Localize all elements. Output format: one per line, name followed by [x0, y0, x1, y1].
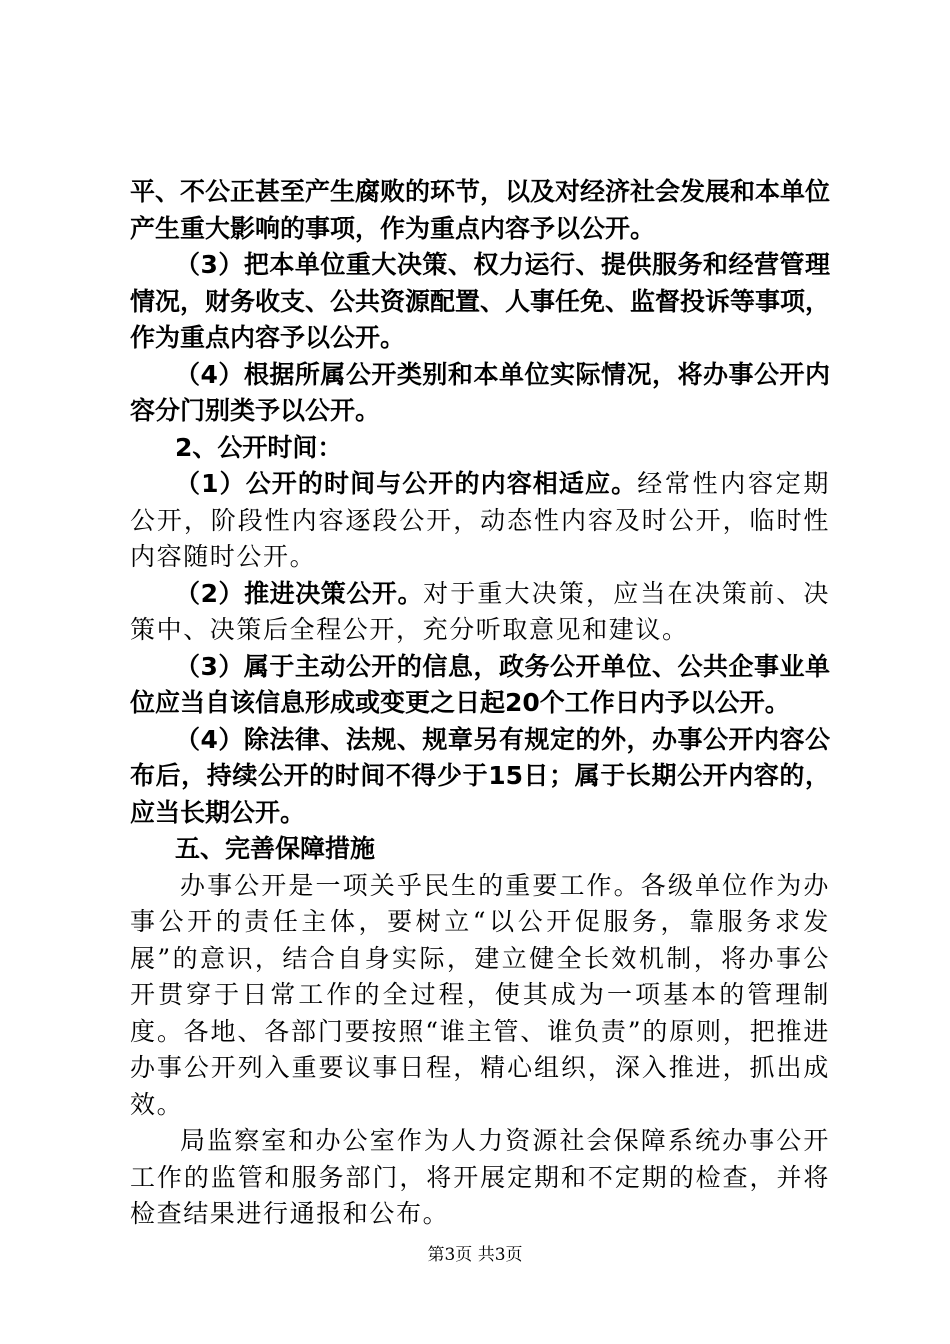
paragraph-time-item-1 — [130, 466, 830, 576]
paragraph-time-item-2 — [130, 576, 830, 649]
paragraph-bold-text: 2、公开时间： — [175, 432, 343, 462]
paragraph-normal-text: 办事公开是一项关乎民生的重要工作。各级单位作为办事公开的责任主体，要树立“以公开促服务，靠服务求发展”的意识，结合自身实际，建立健全长效机制，将办事公开贯穿于日常工作的全过程，使其成为一项基本的管理制度。各地、各部门要按照“谁主管、谁负责”的原则，把推进办事公开列入重要议事日程，精心组织，深入推进，抓出成效。 — [130, 870, 830, 1119]
paragraph-continuation — [130, 174, 830, 247]
paragraph-item-3 — [130, 247, 830, 357]
paragraph-time-item-4 — [130, 722, 830, 832]
page-footer — [0, 1243, 950, 1267]
paragraph-bold-text: 平、不公正甚至产生腐败的环节，以及对经济社会发展和本单位产生重大影响的事项，作为重点内容予以公开。 — [130, 177, 831, 243]
paragraph-supervision — [130, 1123, 830, 1233]
paragraph-normal-text: 对于重大决策，应当在决策前、决策中、决策后全程公开，充分听取意见和建议。 — [130, 578, 830, 644]
paragraph-item-4 — [130, 357, 830, 430]
paragraph-bold-text: （1）公开的时间与公开的内容相适应。 — [175, 469, 638, 498]
paragraph-time-item-3 — [130, 649, 830, 722]
paragraph-normal-text: 局监察室和办公室作为人力资源社会保障系统办事公开工作的监管和服务部门，将开展定期和不定期的检查，并将检查结果进行通报和公布。 — [130, 1126, 830, 1228]
paragraph-normal-text: 经常性内容定期公开，阶段性内容逐段公开，动态性内容及时公开，临时性内容随时公开。 — [130, 469, 831, 571]
paragraph-bold-text: （4）除法律、法规、规章另有规定的外，办事公开内容公布后，持续公开的时间不得少于15日；属于长期公开内容的，应当长期公开。 — [130, 724, 830, 827]
document-body — [130, 174, 830, 1233]
section-heading-public-time — [130, 430, 830, 467]
paragraph-bold-text: （2）推进决策公开。 — [175, 578, 424, 608]
paragraph-bold-text: 五、完善保障措施 — [175, 834, 376, 863]
page-number-label: 第3页 共3页 — [427, 1245, 523, 1265]
section-heading-safeguards — [130, 831, 830, 868]
paragraph-bold-text: （3）把本单位重大决策、权力运行、提供服务和经营管理情况，财务收支、公共资源配置、人事任免、监督投诉等事项，作为重点内容予以公开。 — [130, 250, 831, 352]
paragraph-bold-text: （4）根据所属公开类别和本单位实际情况，将办事公开内容分门别类予以公开。 — [130, 359, 830, 425]
paragraph-bold-text: （3）属于主动公开的信息，政务公开单位、公共企事业单位应当自该信息形成或变更之日起20个工作日内予以公开。 — [130, 651, 830, 717]
paragraph-safeguards-body — [130, 868, 830, 1124]
